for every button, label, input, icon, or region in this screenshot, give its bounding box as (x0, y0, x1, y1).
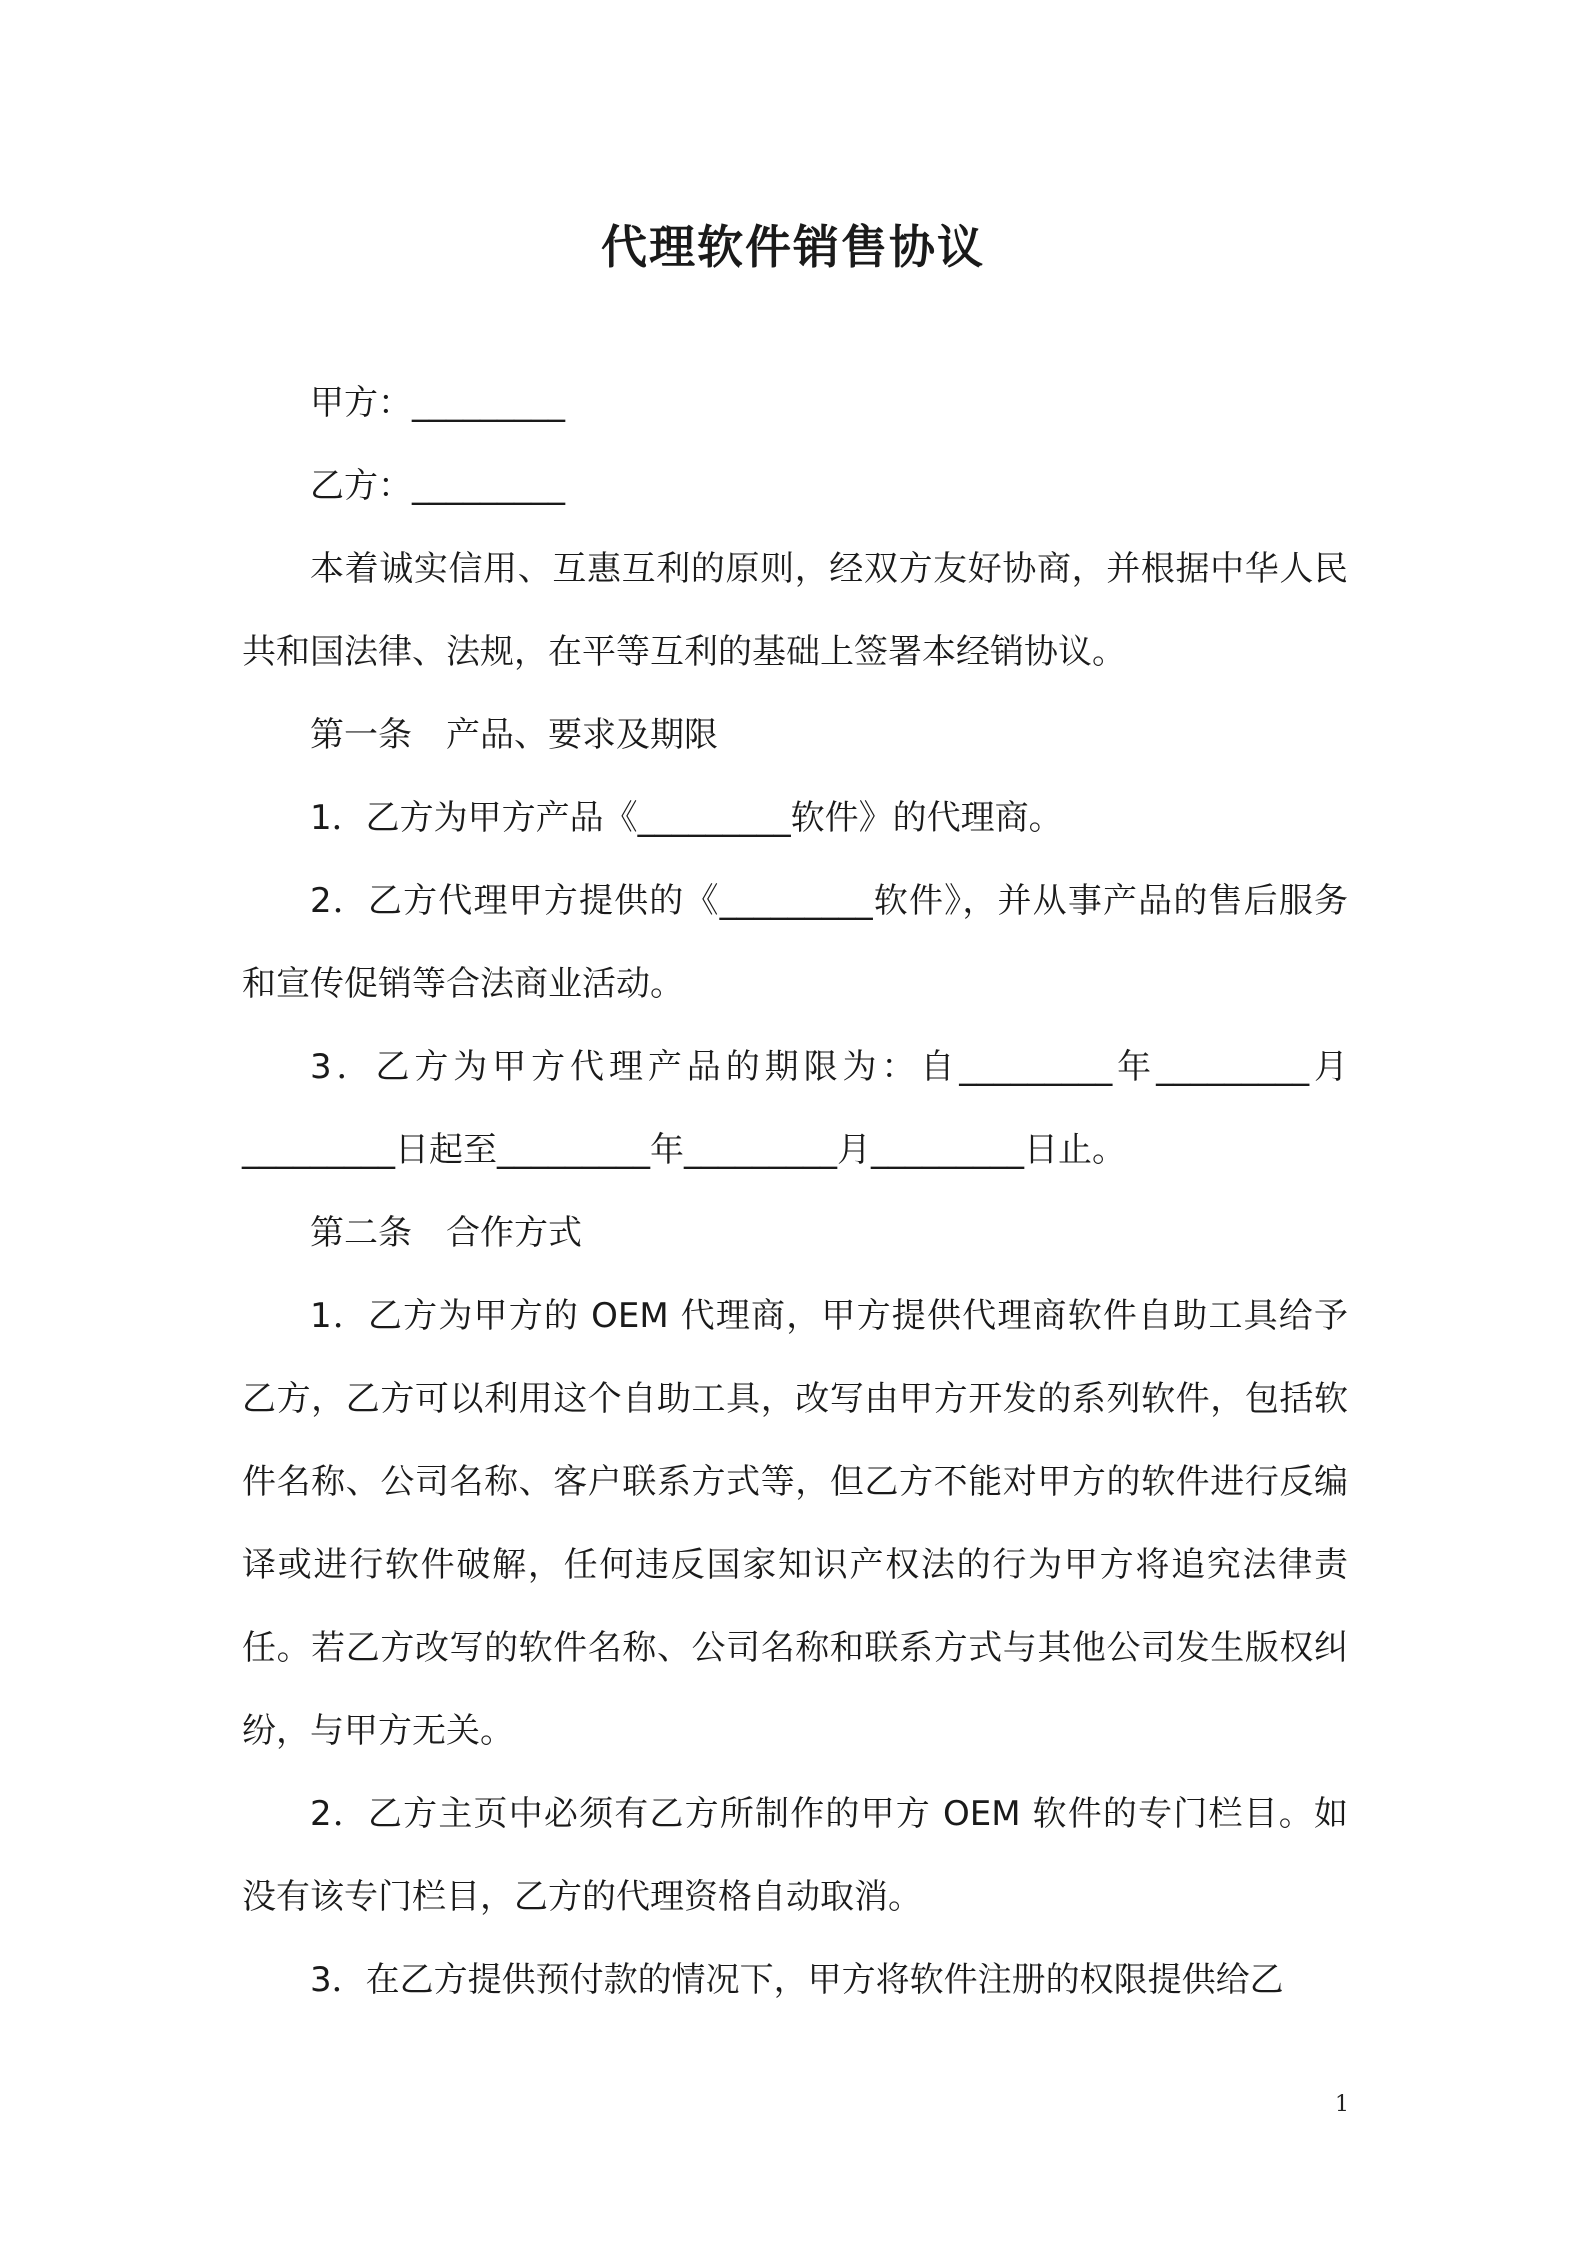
article-2-clause-1: 1．乙方为甲方的 OEM 代理商，甲方提供代理商软件自助工具给予乙方，乙方可以利用这个自助工具，改写由甲方开发的系列软件，包括软件名称、公司名称、客户联系方式等，但乙方不能对甲方的软件进行反编译或进行软件破解，任何违反国家知识产权法的行为甲方将追究法律责任。若乙方改写的软件名称、公司名称和联系方式与其他公司发生版权纠纷，与甲方无关。 (242, 1296, 1348, 1751)
party-a-line: 甲方：_________ (310, 383, 565, 423)
page-number: 1 (1335, 2092, 1349, 2117)
article-2-clause-3: 3．在乙方提供预付款的情况下，甲方将软件注册的权限提供给乙 (310, 1960, 1284, 2000)
document-title: 代理软件销售协议 (601, 220, 985, 274)
article-2-clause-2: 2．乙方主页中必须有乙方所制作的甲方 OEM 软件的专门栏目。如没有该专门栏目，乙方的代理资格自动取消。 (242, 1794, 1348, 1917)
article-1-clause-2: 2．乙方代理甲方提供的《_________软件》，并从事产品的售后服务和宣传促销等合法商业活动。 (242, 881, 1348, 1004)
article-1-clause-3: 3．乙方为甲方代理产品的期限为：自_________年_________月_________日起至_________年_________月_________日止。 (242, 1047, 1348, 1170)
article-2-heading: 第二条 合作方式 (310, 1213, 582, 1253)
document-body (242, 362, 1348, 2022)
article-1-heading: 第一条 产品、要求及期限 (310, 715, 718, 755)
article-1-clause-1: 1．乙方为甲方产品《_________软件》的代理商。 (310, 798, 1063, 838)
party-b-line: 乙方：_________ (310, 466, 565, 506)
preamble-paragraph: 本着诚实信用、互惠互利的原则，经双方友好协商，并根据中华人民共和国法律、法规，在平等互利的基础上签署本经销协议。 (242, 549, 1348, 672)
